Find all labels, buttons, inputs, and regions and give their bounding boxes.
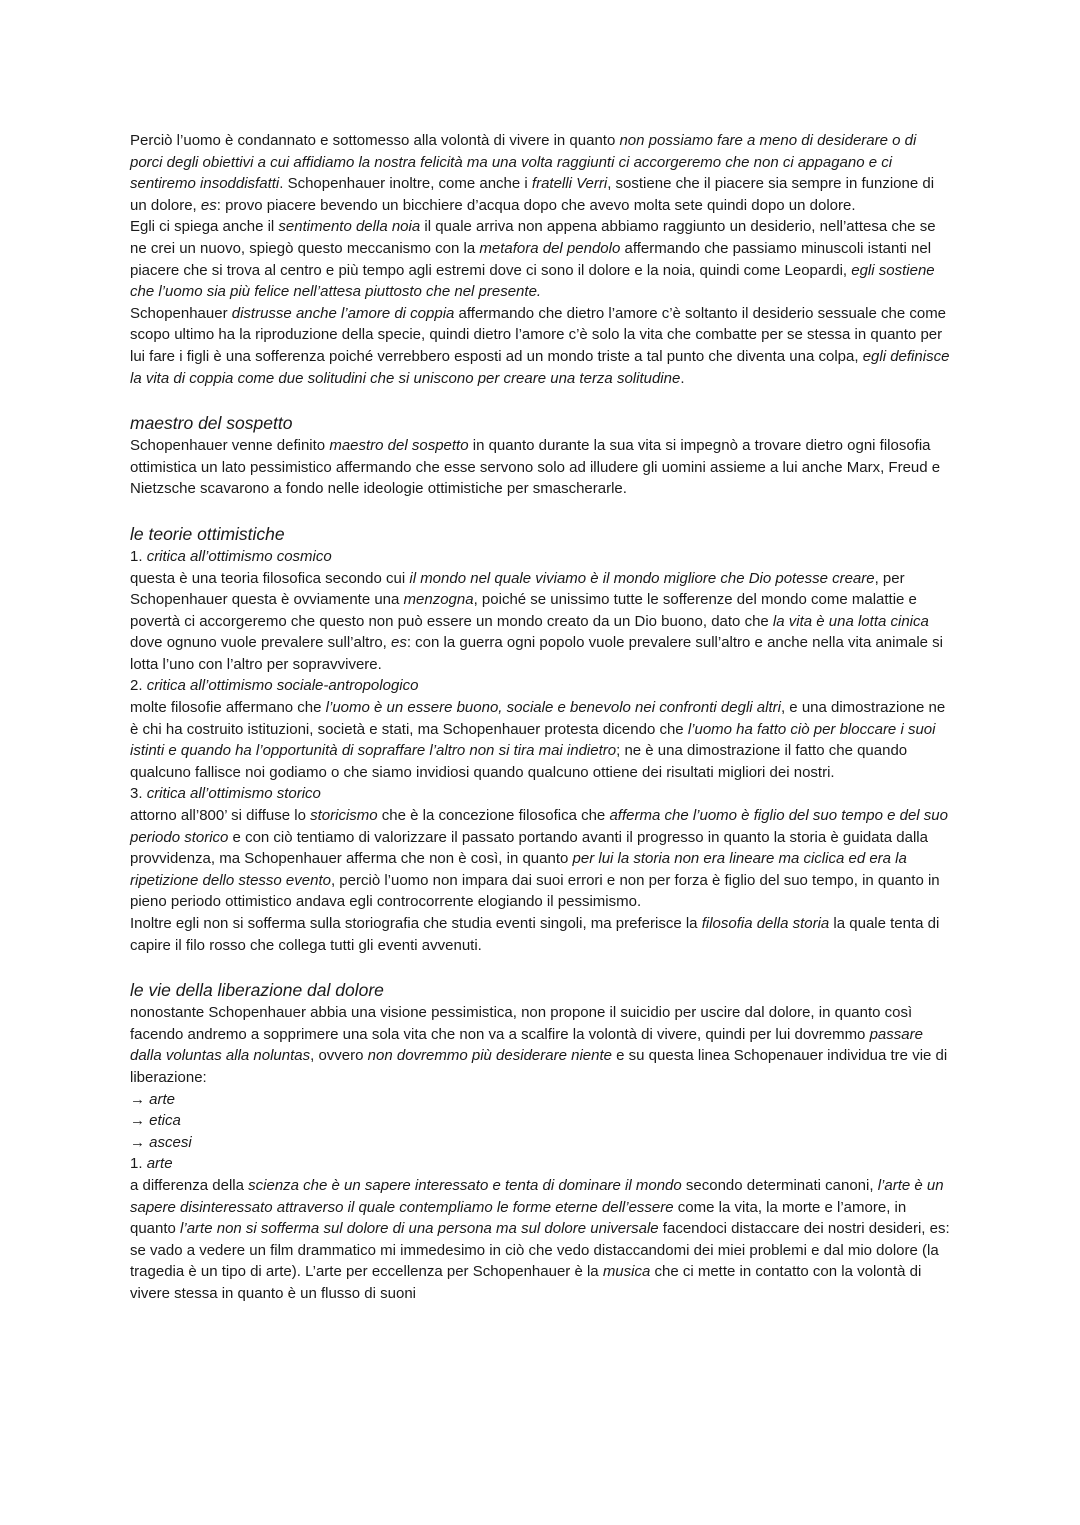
arrow-right-icon: →: [130, 1090, 145, 1108]
paragraph-liberazione-intro: nonostante Schopenhauer abbia una visione pessimistica, non propone il suicidio per uscire dal dolore, in quanto così facendo andremo a sopprimere una sola vita che non va a scalfire la volontà di vivere, quindi per lui dovremmo passare dalla voluntas alla noluntas, ovvero non dovremmo più desiderare niente e su questa linea Schopenauer individua tre vie di liberazione:: [130, 1004, 948, 1086]
heading-maestro-sospetto: maestro del sospetto: [130, 413, 293, 434]
list-item-etica: → etica: [130, 1112, 181, 1130]
subheading-ottimismo-storico: 3. critica all’ottimismo storico: [130, 785, 321, 803]
document-page: [130, 130, 952, 1305]
list-item-arte: → arte: [130, 1090, 176, 1108]
paragraph-noia: Egli ci spiega anche il sentimento della noia il quale arriva non appena abbiamo raggiunto un desiderio, nell’attesa che se ne crei un nuovo, spiegò questo meccanismo con la metafora del pendolo affermando che passiamo minuscoli istanti nel piacere che si trova al centro e più tempo agli estremi dove ci sono il dolore e la noia, quindi come Leopardi, egli sostiene che l’uomo sia più felice nell’attesa piuttosto che nel presente.: [130, 218, 936, 301]
arrow-right-icon: →: [130, 1133, 145, 1151]
paragraph-sospetto: Schopenhauer venne definito maestro del sospetto in quanto durante la sua vita si impegnò a trovare dietro ogni filosofia ottimistica un lato pessimistico affermando che esse servono solo ad illudere gli uomini assieme a lui anche Marx, Freud e Nietzsche scavarono a fondo nelle ideologie ottimistiche per smascherarle.: [130, 437, 941, 498]
heading-vie-liberazione: le vie della liberazione dal dolore: [130, 980, 384, 1001]
paragraph-voluntas: Perciò l’uomo è condannato e sottomesso alla volontà di vivere in quanto non possiamo fare a meno di desiderare o di porci degli obiettivi a cui affidiamo la nostra felicità ma una volta raggiunti ci accorgeremo che non ci appagano e ci sentiremo insoddisfatti. Schopenhauer inoltre, come anche i fratelli Verri, sostiene che il piacere sia sempre in funzione di un dolore, es: provo piacere bevendo un bicchiere d’acqua dopo che avevo molta sete quindi dopo un dolore.: [130, 132, 935, 214]
paragraph-ottimismo-sociale: molte filosofie affermano che l’uomo è un essere buono, sociale e benevolo nei confronti degli altri, e una dimostrazione ne è chi ha costruito istituzioni, società e stati, ma Schopenhauer protesta dicendo che l’uomo ha fatto ciò per bloccare i suoi istinti e quando ha l’opportunità di sopraffare l’altro non si tira mai indietro; ne è una dimostrazione il fatto che quando qualcuno fallisce noi godiamo o che siamo invidiosi quando qualcuno ottiene dei risultati migliori dei nostri.: [130, 699, 946, 781]
subheading-arte: 1. arte: [130, 1155, 173, 1173]
paragraph-ottimismo-cosmico: questa è una teoria filosofica secondo cui il mondo nel quale viviamo è il mondo migliore che Dio potesse creare, per Schopenhauer questa è ovviamente una menzogna, poiché se unissimo tutte le sofferenze del mondo come malattie e povertà ci accorgeremo che questo non può essere un mondo creato da un Dio buono, dato che la vita è una lotta cinica dove ognuno vuole prevalere sull’altro, es: con la guerra ogni popolo vuole prevalere sull’altro e anche nella vita animale si lotta l’uno con l’altro per sopravvivere.: [130, 569, 943, 673]
paragraph-filosofia-storia: Inoltre egli non si sofferma sulla storiografia che studia eventi singoli, ma preferisce la filosofia della storia la quale tenta di capire il filo rosso che collega tutti gli eventi avvenuti.: [130, 915, 940, 954]
paragraph-amore: Schopenhauer distrusse anche l’amore di coppia affermando che dietro l’amore c’è soltanto il desiderio sessuale che come scopo ultimo ha la riproduzione della specie, quindi dietro l’amore c’è solo la vita che combatte per se stessa in quanto per lui fare i figli è una sofferenza poiché verrebbero esposti ad un mondo triste a tal punto che diventa una colpa, egli definisce la vita di coppia come due solitudini che si uniscono per creare una terza solitudine.: [130, 304, 950, 387]
subheading-ottimismo-sociale: 2. critica all’ottimismo sociale-antropologico: [130, 677, 419, 695]
list-item-ascesi: → ascesi: [130, 1133, 192, 1151]
paragraph-arte: a differenza della scienza che è un sapere interessato e tenta di dominare il mondo secondo determinati canoni, l’arte è un sapere disinteressato attraverso il quale contempliamo le forme eterne dell’essere come la vita, la morte e l’amore, in quanto l’arte non si sofferma sul dolore di una persona ma sul dolore universale facendoci distaccare dei nostri desideri, es: se vado a vedere un film drammatico mi immedesimo in ciò che vedo distaccandomi dei miei problemi e dal mio dolore (la tragedia è un tipo di arte). L’arte per eccellenza per Schopenhauer è la musica che ci mette in contatto con la volontà di vivere stessa in quanto è un flusso di suoni: [130, 1176, 950, 1302]
heading-teorie-ottimistiche: le teorie ottimistiche: [130, 523, 285, 544]
paragraph-ottimismo-storico: attorno all’800’ si diffuse lo storicismo che è la concezione filosofica che afferma che l’uomo è figlio del suo tempo e del suo periodo storico e con ciò tentiamo di valorizzare il passato portando avanti il progresso in quanto la storia è guidata dalla provvidenza, ma Schopenhauer afferma che non è così, in quanto per lui la storia non era lineare ma ciclica ed era la ripetizione dello stesso evento, perciò l’uomo non impara dai suoi errori e non per forza è figlio del suo tempo, in quanto in pieno periodo ottimistico andava egli controcorrente elogiando il pessimismo.: [130, 807, 948, 911]
arrow-right-icon: →: [130, 1112, 145, 1130]
subheading-ottimismo-cosmico: 1. critica all’ottimismo cosmico: [130, 547, 332, 565]
